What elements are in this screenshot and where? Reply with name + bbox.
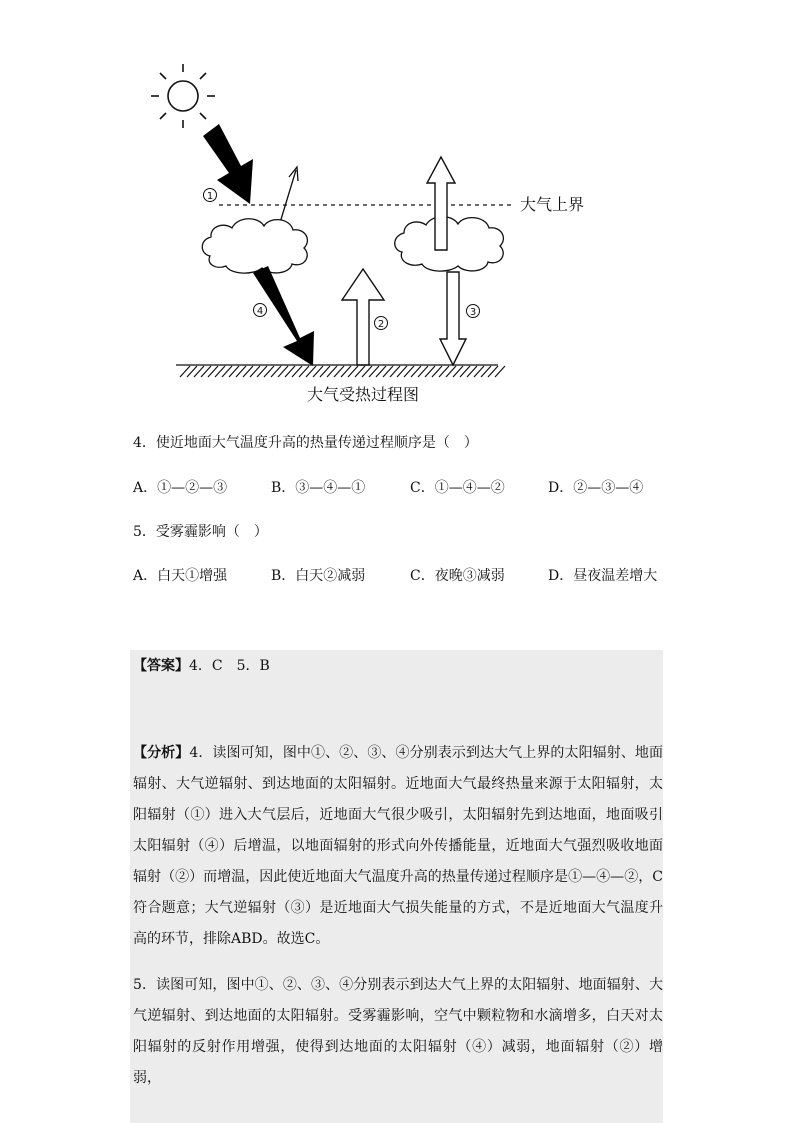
diagram-caption: 大气受热过程图: [306, 385, 420, 404]
question-5-option-b: B．白天②减弱: [271, 568, 366, 584]
question-5-option-d: D．昼夜温差增大: [548, 568, 658, 584]
arrow-counter-radiation-3: [440, 272, 466, 365]
question-4-option-a: A．①—②—③: [133, 480, 228, 496]
question-4-option-d: D．②—③—④: [548, 480, 644, 496]
atmosphere-heating-diagram: [0, 0, 794, 420]
reflected-arrow: [279, 167, 298, 226]
question-5-option-c: C．夜晚③减弱: [410, 568, 505, 584]
marker-4: 4: [256, 306, 264, 317]
marker-1: 1: [206, 191, 214, 202]
question-4-stem: 4．使近地面大气温度升高的热量传递过程顺序是（ ）: [133, 435, 478, 451]
sun-icon: [151, 64, 215, 128]
cloud-right: [395, 217, 504, 271]
cloud-left: [202, 219, 307, 273]
marker-2: 2: [377, 319, 385, 330]
marker-3: 3: [469, 307, 477, 318]
label-top-boundary: 大气上界: [520, 195, 585, 214]
analysis-label: 【分析】: [133, 745, 190, 761]
question-5-option-a: A．白天①增强: [133, 568, 228, 584]
question-5-stem: 5．受雾霾影响（ ）: [133, 524, 268, 540]
question-4-option-c: C．①—④—②: [410, 480, 505, 496]
analysis-paragraph-2: 5．读图可知，图中①、②、③、④分别表示到达大气上界的太阳辐射、地面辐射、大气逆辐射、到达地面的太阳辐射。受雾霾影响，空气中颗粒物和水滴增多，白天对太阳辐射的反射作用增强，使得到达地面的太阳辐射（④）减弱，地面辐射（②）增弱，: [133, 977, 663, 1086]
question-4-option-b: B．③—④—①: [271, 480, 366, 496]
ground-line: [176, 365, 505, 377]
answer-line: [133, 656, 270, 676]
answer-label: 【答案】: [133, 658, 189, 674]
answer-text: 4．C 5．B: [189, 658, 270, 674]
analysis-paragraph-1: 【分析】4．读图可知，图中①、②、③、④分别表示到达大气上界的太阳辐射、地面辐射、大气逆辐射、到达地面的太阳辐射。近地面大气最终热量来源于太阳辐射，太阳辐射（①）进入大气层后，近地面大气很少吸引，太阳辐射先到达地面，地面吸引太阳辐射（④）后增温，以地面辐射的形式向外传播能量，近地面大气强烈吸收地面辐射（②）而增温，因此使近地面大气温度升高的热量传递过程顺序是①—④—②，C符合题意；大气逆辐射（③）是近地面大气损失能量的方式，不是近地面大气温度升高的环节，排除ABD。故选C。: [133, 745, 664, 947]
